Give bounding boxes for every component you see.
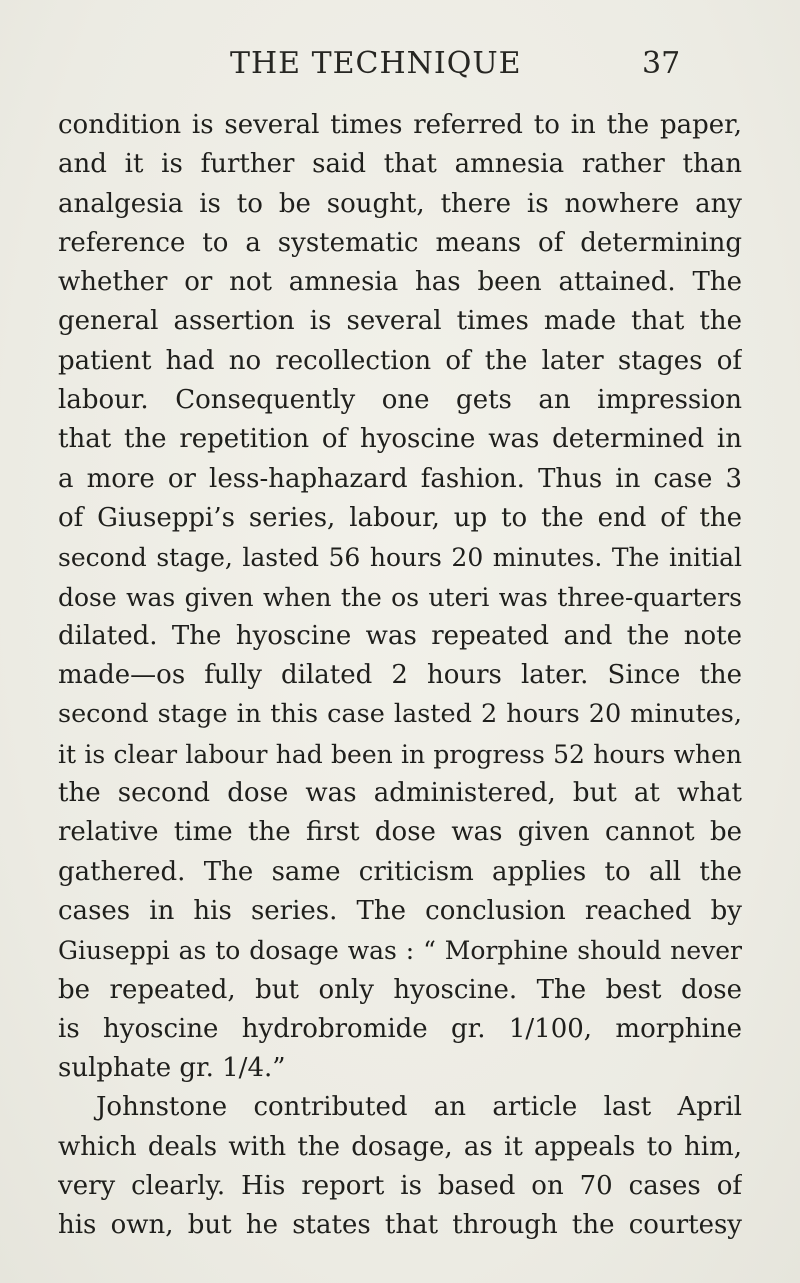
text-line: very clearly. His report is based on 70 cases of xyxy=(58,1171,742,1202)
text-line: cases in his series. The conclusion reached by xyxy=(58,895,742,926)
text-line: gathered. The same criticism applies to all the xyxy=(58,856,742,887)
text-line: his own, but he states that through the courtesy xyxy=(58,1210,742,1241)
text-line: dilated. The hyoscine was repeated and the note xyxy=(58,620,742,651)
text-line: labour. Consequently one gets an impression xyxy=(58,385,742,416)
text-line: general assertion is several times made that the xyxy=(58,306,742,337)
text-line: which deals with the dosage, as it appeals to him, xyxy=(58,1131,742,1162)
text-line: analgesia is to be sought, there is nowhere any xyxy=(58,188,742,219)
text-line: sulphate gr. 1/4.” xyxy=(58,1053,286,1084)
paragraph-start-line: Johnstone contributed an article last April xyxy=(96,1092,742,1123)
text-line: second stage, lasted 56 hours 20 minutes. The initial xyxy=(58,543,742,573)
text-line: dose was given when the os uteri was three-quarters xyxy=(58,582,742,612)
body-text xyxy=(58,106,742,1246)
text-line: is hyoscine hydrobromide gr. 1/100, morphine xyxy=(58,1013,742,1044)
text-line: condition is several times referred to in the paper, xyxy=(58,110,742,140)
running-title: THE TECHNIQUE xyxy=(230,46,522,81)
text-line: patient had no recollection of the later stages of xyxy=(58,345,742,376)
text-line: it is clear labour had been in progress 52 hours when xyxy=(58,739,742,769)
text-line: whether or not amnesia has been attained. The xyxy=(58,267,742,298)
text-line: relative time the first dose was given cannot be xyxy=(58,817,742,848)
text-line: made—os fully dilated 2 hours later. Since the xyxy=(58,660,742,691)
text-line: be repeated, but only hyoscine. The best dose xyxy=(58,974,742,1005)
text-line: and it is further said that amnesia rather than xyxy=(58,149,742,180)
page-number: 37 xyxy=(642,46,681,81)
text-line: Giuseppi as to dosage was : “ Morphine should never xyxy=(58,936,742,966)
text-line: reference to a systematic means of determining xyxy=(58,227,742,258)
page-header xyxy=(60,46,760,86)
text-line: second stage in this case lasted 2 hours 20 minutes, xyxy=(58,699,742,730)
text-line: that the repetition of hyoscine was determined in xyxy=(58,424,742,455)
text-line: a more or less-haphazard fashion. Thus in case 3 xyxy=(58,463,742,494)
text-line: of Giuseppi’s series, labour, up to the end of the xyxy=(58,502,742,533)
text-line: the second dose was administered, but at what xyxy=(58,778,742,809)
